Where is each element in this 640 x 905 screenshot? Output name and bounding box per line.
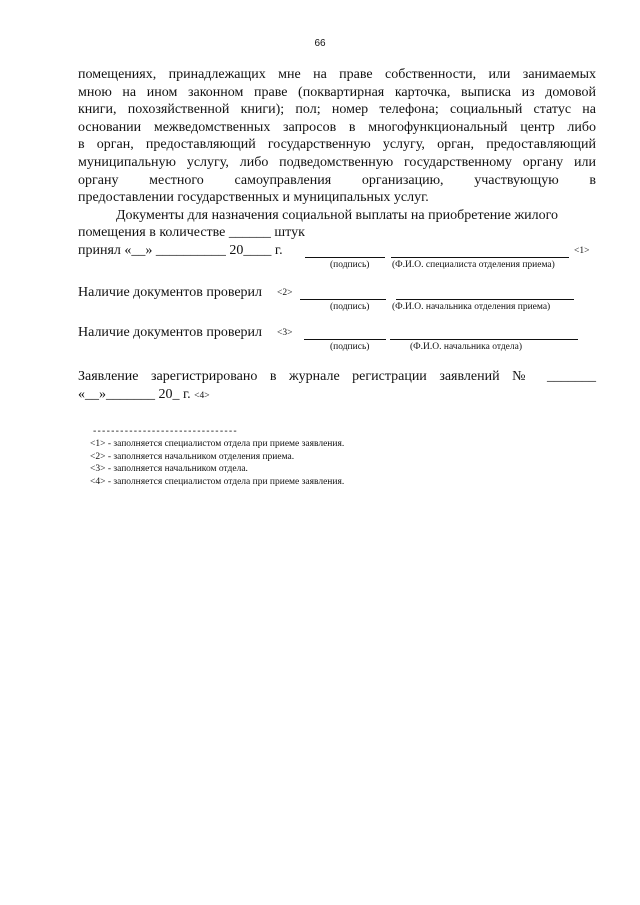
footnote-ref: <1>	[574, 246, 590, 256]
signature-caption: (подпись)	[330, 342, 370, 352]
name-line	[391, 257, 569, 258]
signature-line	[300, 299, 386, 300]
paragraph-line: книги, похозяйственной книги); пол; номер телефона; социальный статус на	[78, 102, 596, 118]
paragraph-line: органу местного самоуправления организацию, участвующую в	[78, 172, 596, 188]
footnote: <3> - заполняется начальником отдела.	[90, 464, 248, 474]
paragraph-line: помещениях, принадлежащих мне на праве собственности, или занимаемых	[78, 67, 596, 82]
name-caption: (Ф.И.О. специалиста отделения приема)	[392, 260, 555, 270]
name-caption: (Ф.И.О. начальника отделения приема)	[392, 302, 551, 312]
documents-count-line: помещения в количестве ______ штук	[78, 225, 305, 241]
footnote: <4> - заполняется специалистом отдела при приеме заявления.	[90, 476, 345, 487]
footnote: <2> - заполняется начальником отделения приема.	[90, 451, 295, 462]
paragraph-line: мною на ином законном праве (поквартирная карточка, выписка из домовой	[78, 84, 596, 100]
name-line	[390, 339, 578, 340]
main-paragraph	[78, 66, 596, 242]
footnote-separator: --------------------------------	[93, 426, 238, 437]
signature-line	[305, 257, 385, 258]
name-line	[396, 299, 574, 300]
paragraph-line: предоставлении государственных и муниципальных услуг.	[78, 190, 429, 206]
paragraph-line: основании межведомственных запросов в многофункциональный центр либо	[78, 119, 596, 135]
signature-caption: (подпись)	[330, 260, 370, 270]
registration-block	[78, 368, 596, 405]
registration-date-line	[78, 386, 596, 406]
footnote: <1> - заполняется специалистом отдела при приеме заявления.	[90, 439, 345, 449]
check-label: Наличие документов проверил	[78, 325, 263, 340]
documents-paragraph: Документы для назначения социальной выплаты на приобретение жилого	[116, 207, 559, 223]
page-number: 66	[314, 38, 326, 49]
signature-line	[304, 339, 386, 340]
check-label: Наличие документов проверил	[78, 285, 263, 300]
accepted-label: принял «__» __________ 20____ г.	[78, 243, 283, 258]
signature-caption: (подпись)	[330, 302, 370, 312]
footnote-ref: <3>	[277, 328, 293, 338]
footnote-ref: <4>	[194, 390, 210, 401]
paragraph-line: муниципальную услугу, либо подведомственную государственному органу или	[78, 154, 596, 170]
footnote-ref: <2>	[277, 288, 293, 298]
paragraph-line: в орган, предоставляющий государственную услугу, орган, предоставляющий	[78, 137, 596, 153]
footnotes	[90, 438, 344, 488]
name-caption: (Ф.И.О. начальника отдела)	[410, 342, 523, 352]
registration-line: Заявление зарегистрировано в журнале регистрации заявлений № _______	[78, 369, 596, 384]
registration-date: «__»_______ 20_ г.	[78, 386, 191, 402]
